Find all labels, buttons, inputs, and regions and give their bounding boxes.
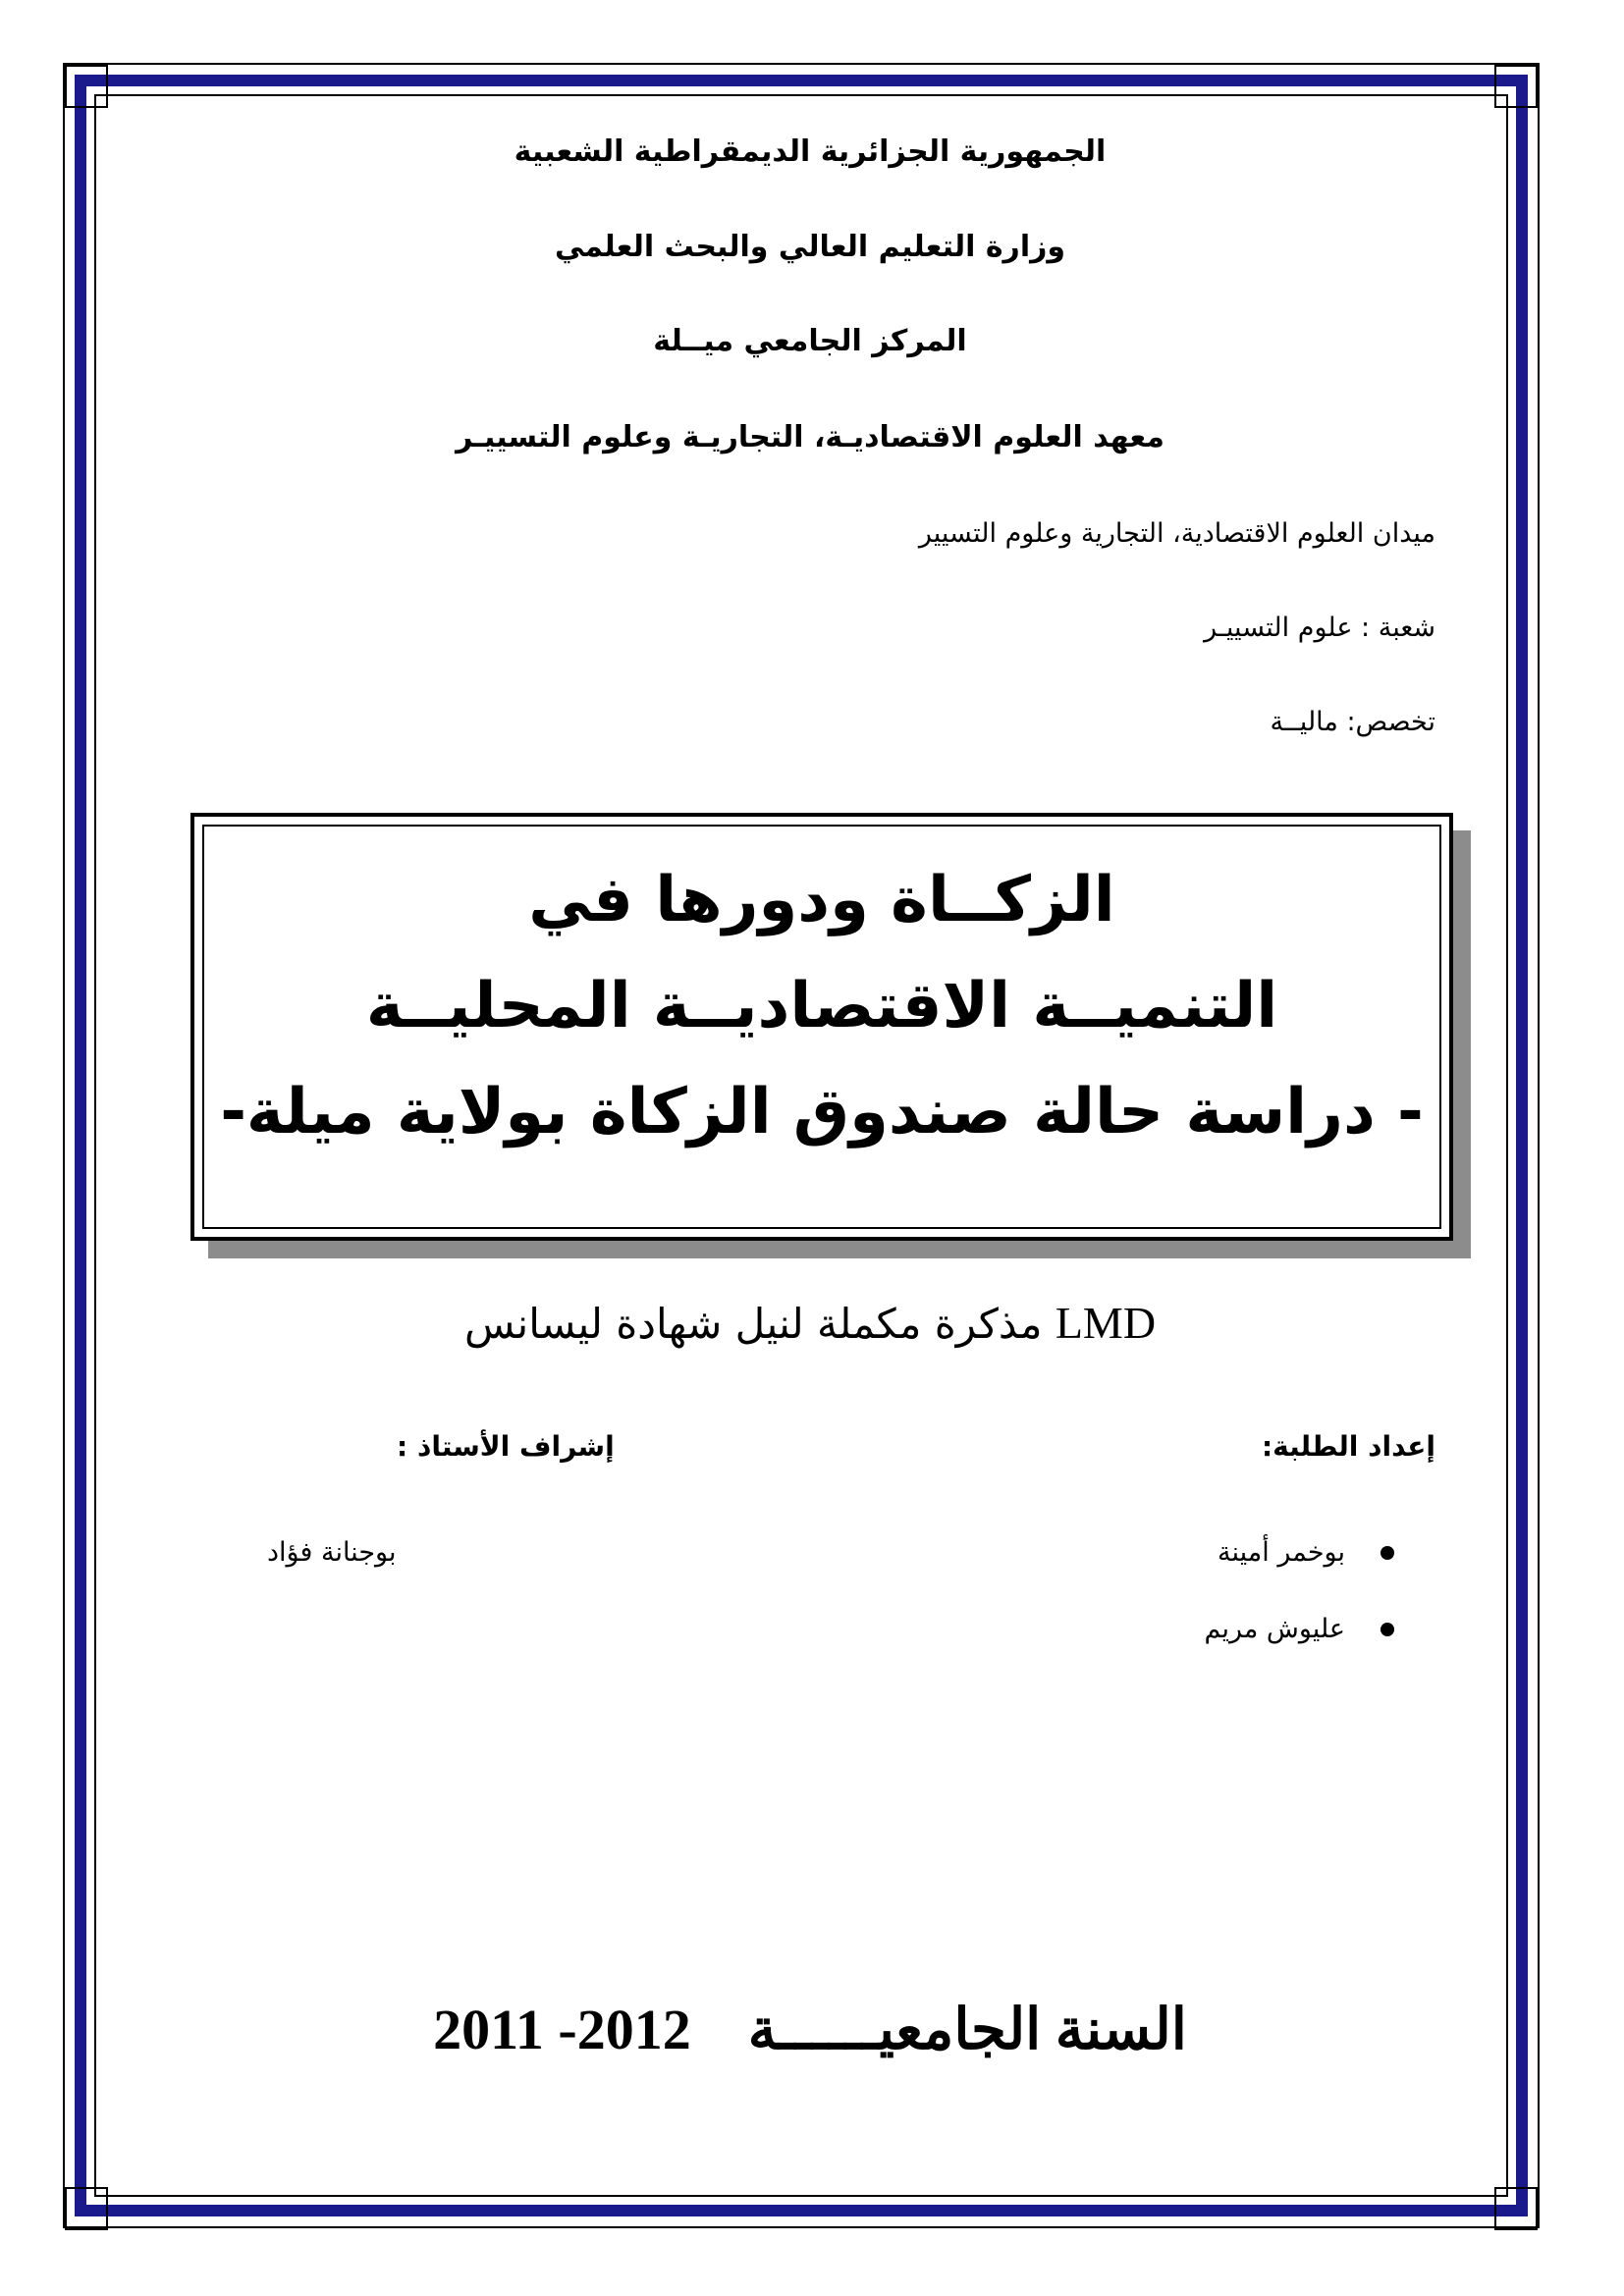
thesis-title-line-3: - دراسة حالة صندوق الزكاة بولاية ميلة- <box>220 1076 1424 1148</box>
domain-line: ميدان العلوم الاقتصادية، التجارية وعلوم التسيير <box>918 518 1435 549</box>
academic-year-label: السنة الجامعيــــــة <box>747 1998 1187 2061</box>
degree-subtitle-text: مذكرة مكملة لنيل شهادة ليسانس <box>463 1300 1043 1348</box>
corner-ornament-bottom-right <box>1494 2187 1538 2230</box>
institute-heading: معهد العلوم الاقتصاديـة، التجاريـة وعلوم التسييـر <box>456 420 1164 454</box>
ministry-heading: وزارة التعليم العالي والبحث العلمي <box>554 230 1066 264</box>
corner-ornament-bottom-left <box>65 2187 108 2230</box>
bullet-icon <box>1380 1623 1394 1636</box>
supervisor-label: إشراف الأستاذ : <box>397 1430 615 1463</box>
thesis-title-line-2: التنميــة الاقتصاديــة المحليــة <box>365 970 1278 1042</box>
bullet-icon <box>1380 1546 1394 1560</box>
student-name-1: بوخمر أمينة <box>1218 1537 1345 1568</box>
corner-ornament-top-right <box>1494 65 1538 108</box>
university-heading: المركز الجامعي ميــلة <box>653 324 967 358</box>
corner-ornament-top-left <box>65 65 108 108</box>
supervisor-name: بوجنانة فؤاد <box>267 1537 397 1568</box>
thesis-title-line-1: الزكــاة ودورها في <box>528 864 1115 936</box>
specialty-line: تخصص: ماليــة <box>1270 707 1435 737</box>
branch-line: شعبة : علوم التسييـر <box>1204 613 1435 643</box>
student-name-2: عليوش مريم <box>1204 1614 1345 1644</box>
list-item <box>1041 1610 1394 1649</box>
degree-code: LMD <box>1055 1298 1157 1348</box>
academic-year-value: 2011 -2012 <box>433 1998 691 2061</box>
list-item <box>1041 1533 1394 1573</box>
students-label: إعداد الطلبة: <box>1261 1430 1435 1463</box>
degree-subtitle <box>196 1294 1424 1354</box>
academic-year <box>295 1993 1326 2067</box>
title-box <box>190 813 1453 1241</box>
republic-heading: الجمهورية الجزائرية الديمقراطية الشعبية <box>514 134 1107 169</box>
